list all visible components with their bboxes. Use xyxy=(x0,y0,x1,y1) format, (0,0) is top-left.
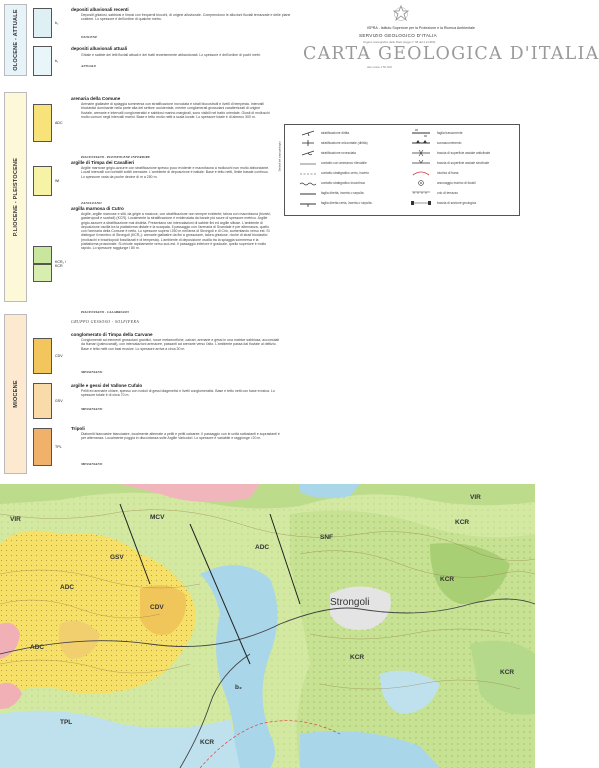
map-header xyxy=(303,4,599,74)
symbol-label: nicchia di frana xyxy=(437,171,459,175)
map-unit-label: ADC xyxy=(30,644,45,651)
unit-age: MESSINIANO xyxy=(81,407,103,411)
symbol-label: traccia di superficie assiale anticlinale xyxy=(437,151,491,155)
unit-description: Arenarie giallastre di spiaggia sommersa con stratificazione incrociata e strati biocostruiti e livelli di tempesta. Intervalli bioclastici dominante nella parte alta del settore occidentale, mentre conglomerati grossolani caratterizzati di origine fluviale, arenarie e intervalli conglomeratici e sabbiosi marino-marginali, sono visibili nel tratto orientale. Giusti di molluschi molto comuni negli intervalli marini. Base e tetto molto netti a scala locale. Lo spessore totale è di almeno 300 m. xyxy=(81,102,270,119)
republic-emblem-icon xyxy=(393,5,409,23)
legend-code: KCR₂ / KCR xyxy=(55,260,66,268)
epoch-label: P.LIOCENE - PLEISTOCENE xyxy=(12,157,19,237)
fossil-site-icon xyxy=(411,179,431,187)
symbol-label: ancoraggio marino di fossili xyxy=(437,181,476,185)
map-unit-label: ADC xyxy=(255,544,270,551)
epoch-pliocene-pleistocene xyxy=(4,92,27,302)
unit-age: OLOCENE xyxy=(81,35,98,39)
legend-code: b₂ xyxy=(55,21,59,25)
unit-description: Peliti ed arenarie chiare, spesso con noduli di gessi diagenetici e livelli conglomeratici. Base e tetto netti con base erosiva. Lo spessore totale è di circa 70 m. xyxy=(81,389,275,398)
map-subtitle: alla scala 1:50.000 xyxy=(367,65,393,69)
strike-dip-icon xyxy=(301,129,315,137)
legend-code: TPL xyxy=(55,445,62,449)
unit-description: Conglomerati ad elementi grossolani granitici, rocce metamorfiche, calcari, arenarie e gessi in una matrice sabbiosa, accumulati da fiumari (paleocanali), con intercalazioni arenacee, passanti ad arenarie verso l'alto. L'ambiente passa dal fluviale al deltizio. Base e tetto netti con basi erosive. Lo spessore arriva a circa 30 m. xyxy=(81,338,280,351)
horizontal-bedding-icon xyxy=(301,139,315,147)
map-unit-label: VIR xyxy=(10,516,21,523)
epoch-olocene xyxy=(4,4,27,76)
symbol-label: faglia diretta certa, incerta o sepolta xyxy=(321,201,372,205)
map-unit-label: CDV xyxy=(150,604,164,611)
unit-title: depositi alluvionali attuali xyxy=(71,46,128,51)
fault-icon xyxy=(299,191,317,197)
unit-title: depositi alluvionali recenti xyxy=(71,7,129,12)
symbol-label: stratificazione orizzontale (diritta) xyxy=(321,141,368,145)
landslide-scarp-icon xyxy=(411,169,431,177)
terrace-edge-icon xyxy=(411,189,431,197)
overturned-bedding-icon xyxy=(301,149,315,157)
unit-description: Diatomiti biancastre bianciastre, localmente alternate a peliti e peliti calcaree. Il passaggio con le unità sottostanti e soprastanti è per alternanza. Localmente poggia in discordanza sulle Argille Varicolori. Lo spessore è variabile e raggiunge i 20 m. xyxy=(81,432,280,441)
syncline-icon xyxy=(411,159,431,167)
service-name: SERVIZIO GEOLOGICO D'ITALIA xyxy=(359,33,437,38)
unit-description: Depositi ghiaiosi, sabbiosi e limosi con frequenti blocchi, di origine alluvionale. Comprendono le alluvioni fluviali terrazzate e delle piane costiere. Lo spessore è dell'ordine di qualche metro. xyxy=(81,13,291,22)
map-unit-label: KCR xyxy=(500,669,515,676)
group-title: GRUPPO GESSOSO - SOLFIFERA xyxy=(71,320,140,324)
unit-description: Ghiaie e sabbie dei letti fluviali attuali e dei tratti recentemente abbandonati. Lo spessore è dell'ordine di pochi metri. xyxy=(81,53,261,57)
symbol-label: sovrascorrimento xyxy=(437,141,462,145)
symbol-label: traccia di superficie assiale sinclinale xyxy=(437,161,490,165)
unit-age: ATTUALE xyxy=(81,64,97,68)
contact-line-icon xyxy=(299,161,317,167)
unit-age: MESSINIANO xyxy=(81,462,103,466)
map-unit-label: KCR xyxy=(455,519,470,526)
unit-description: Argille, argille marnose e silti, da grigie a rossicce, con stratificazione non sempre evidente; talora con macrofauna (bivalvi, gasteropodi e scafodi) (KCR). Localmente la stratificazione è evidenziata da bande più scure di spessore metrico. Argille grigio-azzurre a stratificazione mal distinta. Presentano rari intercalazioni di sabbie fini ed argille siltose. L'ambiente di deposizione oscilla tra la piattaforma distale e la scarpata. Il passaggio con l'arenaria di Scandale è per alternanza, quello con l'arenaria della Comune è netto. Lo spessore supera i 250 m nell'area di Strongoli e di Cirò, aumentando verso est. Si distingue il membro di Strongoli (KCR₂): arenarie giallastre da fini a grossolane, talora ghiaiose, ricche di strati bioclastici (molluschi e brachiopodi fossilizzati e di tempesta). L'ambiente di deposizione oscilla tra la spiaggia sommersa e la piattaforma prossimale. Si chiude rapidamente verso sud-est. Il passaggio inferiore è graduale, quello superiore è molto rapido. Lo spessore raggiunge i 80 m. xyxy=(81,212,271,251)
section-trace-icon xyxy=(411,199,431,207)
map-unit-label: TPL xyxy=(60,719,73,726)
unit-age: PIACENZIANO - PLEISTOCENE INFERIORE xyxy=(81,155,150,159)
unconformity-icon xyxy=(299,181,317,187)
map-unit-label: KCR xyxy=(440,576,455,583)
symbol-label: contatto con ammanco rilevabile xyxy=(321,161,367,165)
epoch-label: MIOCENE xyxy=(12,380,19,408)
symbols-legend xyxy=(278,124,520,216)
epoch-miocene xyxy=(4,314,27,474)
legend-swatch-kcr2 xyxy=(33,246,52,264)
unit-title: argille di Timpa dei Cavallieri xyxy=(71,160,135,165)
symbol-label: stratificazione rovesciata xyxy=(321,151,356,155)
unit-age: MESSINIANO xyxy=(81,370,103,374)
unit-title: conglomerato di Timpa della Carvane xyxy=(71,332,153,337)
map-canvas xyxy=(0,484,535,768)
legend-swatch-gsv xyxy=(33,383,52,419)
symbol-label: faglia trascorrente xyxy=(437,131,463,135)
epoch-label: OLOCENE - ATTUALE xyxy=(12,9,19,71)
legend-swatch-wi xyxy=(33,166,52,196)
normal-fault-icon xyxy=(299,201,317,207)
unit-title: Tripoli xyxy=(71,426,85,431)
unit-title: arenaria della Comune xyxy=(71,96,121,101)
place-name: Strongoli xyxy=(330,597,370,608)
symbol-label: contatto stratigrafico certo, incerto xyxy=(321,171,370,175)
legend-code: CDV xyxy=(55,354,63,358)
map-unit-label: ADC xyxy=(60,584,75,591)
legend-swatch-tpl xyxy=(33,428,52,466)
unit-title: argilla marnosa di Cutro xyxy=(71,206,124,211)
legend-swatch-adc xyxy=(33,104,52,142)
legend-code: ADC xyxy=(55,121,63,125)
symbol-label: orlo di terrazzo xyxy=(437,191,459,195)
legend-swatch-b1 xyxy=(33,46,52,76)
unit-age: PIACENZIANO - CALABRIANO xyxy=(81,310,129,314)
symbols-vertical-label: Simboli dei corpi geologici xyxy=(278,141,282,172)
thrust-icon xyxy=(411,139,431,147)
legend-swatch-b2 xyxy=(33,8,52,38)
unit-title: argille e gessi del Vallone Cufalo xyxy=(71,383,143,388)
map-unit-label: GSV xyxy=(110,554,124,561)
map-unit-label: MCV xyxy=(150,514,165,521)
anticline-icon xyxy=(411,149,431,157)
symbol-label: contatto stratigrafico incontinuo xyxy=(321,181,366,185)
map-unit-label: KCR xyxy=(350,654,365,661)
symbol-label: stratificazione diritta xyxy=(321,131,350,135)
legend-code: b₁ xyxy=(55,59,59,63)
institute-name: ISPRA - Istituto Superiore per la Protezione e la Ricerca Ambientale xyxy=(367,26,475,30)
map-unit-label: SNF xyxy=(320,534,333,541)
geological-map[interactable] xyxy=(0,484,535,768)
map-unit-label: b₂ xyxy=(235,684,242,691)
strike-slip-fault-icon xyxy=(411,129,431,137)
organ-text: Organo Cartografico dello Stato (legge n° 68 del 2.2.1960) xyxy=(363,40,436,44)
contact-dashed-icon xyxy=(299,171,317,177)
map-unit-label: KCR xyxy=(200,739,215,746)
legend-code: WI xyxy=(55,179,60,183)
map-title: CARTA GEOLOGICA D'ITALIA xyxy=(303,44,599,64)
symbol-label: faglia diretta, incerta o sepolta xyxy=(321,191,364,195)
legend-code: GSV xyxy=(55,399,63,403)
unit-description: Argille marnose grigio-azzurre con stratificazione spesso poco evidente e macrofauna a molluschi non molto abbondante. Locali intervalli con torbiditi sottili arenacee. L'ambiente di deposizione è batiale. Base e tetto netti, limite basale continuo. Lo spessore varia da poche decine di m a 250 m. xyxy=(81,166,270,179)
unit-age: ZANCLEANO xyxy=(81,201,102,205)
legend-swatch-cdv xyxy=(33,338,52,374)
symbol-label: traccia di sezione geologica xyxy=(437,201,477,205)
map-unit-label: VIR xyxy=(470,494,481,501)
legend-swatch-kcr xyxy=(33,264,52,282)
